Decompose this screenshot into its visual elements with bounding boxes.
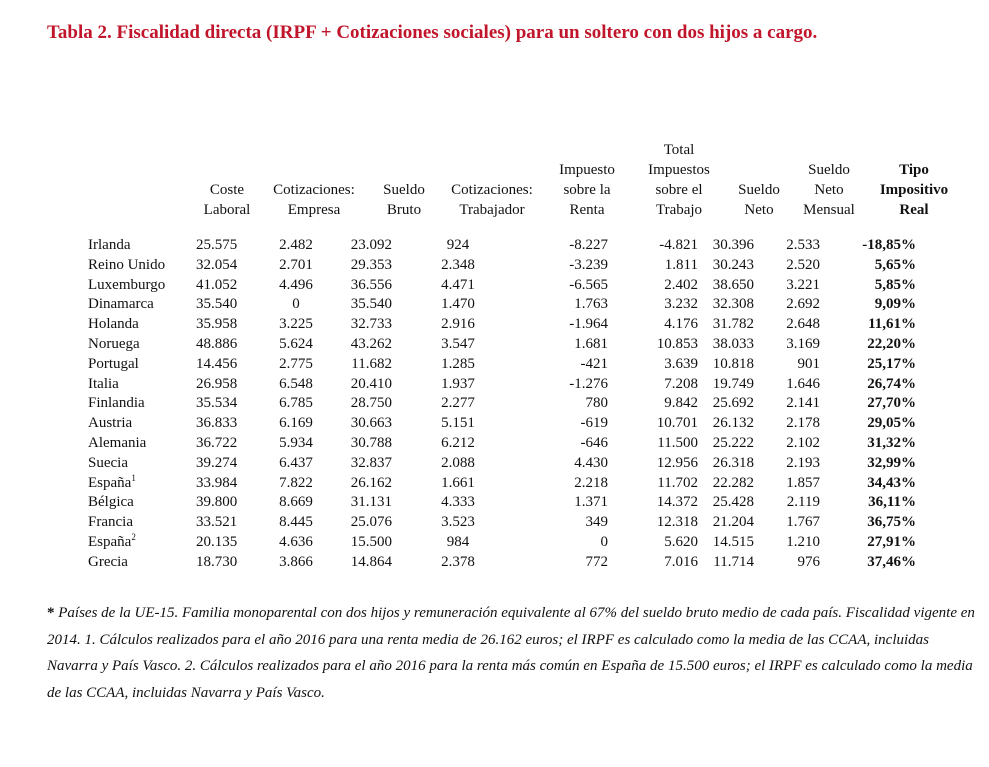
cell-cotizaciones-trabajador: 3.523 bbox=[441, 514, 475, 531]
table-body bbox=[88, 236, 916, 573]
cell-cotizaciones-trabajador: 2.916 bbox=[441, 316, 475, 333]
country-name: Dinamarca bbox=[88, 296, 154, 313]
country-name: Finlandia bbox=[88, 395, 145, 412]
cell-cotizaciones-trabajador: 5.151 bbox=[441, 415, 475, 432]
cell-country bbox=[88, 553, 196, 573]
cell-cotizaciones-trabajador: 2.277 bbox=[441, 395, 475, 412]
cell-tipo-impositivo: 36,75% bbox=[867, 514, 916, 531]
cell-sueldo-neto-mensual: 2.692 bbox=[786, 296, 820, 313]
cell-sueldo-bruto: 20.410 bbox=[350, 375, 392, 392]
cell-country bbox=[88, 434, 196, 454]
cell-impuesto-renta: 780 bbox=[585, 395, 608, 412]
table-row bbox=[88, 493, 916, 513]
table-row bbox=[88, 454, 916, 474]
cell-sueldo-bruto: 30.788 bbox=[350, 434, 392, 451]
cell-cotizaciones-trabajador: 2.348 bbox=[441, 256, 475, 273]
cell-coste-laboral: 32.054 bbox=[196, 256, 238, 273]
cell-total-impuestos: 1.811 bbox=[664, 256, 698, 273]
cell-cotizaciones-empresa: 6.437 bbox=[279, 454, 313, 471]
cell-coste-laboral: 26.958 bbox=[196, 375, 238, 392]
cell-tipo-impositivo: 22,20% bbox=[867, 335, 916, 352]
cell-cotizaciones-trabajador: 1.661 bbox=[441, 474, 475, 491]
cell-total-impuestos: 9.842 bbox=[664, 395, 698, 412]
cell-tipo-impositivo: 5,85% bbox=[874, 276, 916, 293]
country-name: Holanda bbox=[88, 316, 139, 333]
header-coste-laboral: Coste Laboral bbox=[203, 182, 251, 218]
cell-country bbox=[88, 513, 196, 533]
cell-impuesto-renta: 1.681 bbox=[574, 335, 608, 352]
cell-sueldo-neto: 21.204 bbox=[712, 514, 754, 531]
cell-sueldo-neto: 30.243 bbox=[712, 256, 754, 273]
cell-coste-laboral: 48.886 bbox=[196, 335, 238, 352]
cell-country bbox=[88, 533, 196, 553]
cell-coste-laboral: 25.575 bbox=[196, 237, 238, 253]
cell-coste-laboral: 20.135 bbox=[196, 533, 238, 550]
cell-country bbox=[88, 355, 196, 375]
cell-sueldo-bruto: 25.076 bbox=[350, 514, 392, 531]
cell-sueldo-bruto: 30.663 bbox=[350, 415, 392, 432]
cell-cotizaciones-trabajador: 1.285 bbox=[441, 355, 475, 372]
cell-tipo-impositivo: 36,11% bbox=[868, 494, 916, 511]
cell-coste-laboral: 39.274 bbox=[196, 454, 238, 471]
header-sueldo-neto: Sueldo Neto bbox=[738, 182, 780, 218]
cell-cotizaciones-trabajador: 3.547 bbox=[441, 335, 475, 352]
table-title: Tabla 2. Fiscalidad directa (IRPF + Cotizaciones sociales) para un soltero con dos hijos a cargo. bbox=[47, 22, 818, 43]
cell-tipo-impositivo: 32,99% bbox=[867, 454, 916, 471]
cell-sueldo-neto: 38.033 bbox=[712, 335, 754, 352]
footnote bbox=[47, 600, 977, 706]
cell-tipo-impositivo: 27,91% bbox=[867, 533, 916, 550]
cell-sueldo-bruto: 32.837 bbox=[350, 454, 392, 471]
country-name: Portugal bbox=[88, 355, 139, 372]
cell-impuesto-renta: 349 bbox=[585, 514, 608, 531]
cell-impuesto-renta: 1.371 bbox=[574, 494, 608, 511]
cell-cotizaciones-empresa: 4.496 bbox=[279, 276, 313, 293]
cell-cotizaciones-empresa: 6.169 bbox=[279, 415, 313, 432]
cell-sueldo-neto: 19.749 bbox=[712, 375, 754, 392]
footnote-star: * bbox=[47, 605, 55, 621]
cell-sueldo-neto-mensual: 3.169 bbox=[786, 335, 820, 352]
cell-total-impuestos: 10.701 bbox=[656, 415, 698, 432]
cell-coste-laboral: 33.521 bbox=[196, 514, 238, 531]
cell-sueldo-bruto: 36.556 bbox=[350, 276, 392, 293]
cell-coste-laboral: 35.540 bbox=[196, 296, 238, 313]
header-sueldo-bruto: Sueldo Bruto bbox=[383, 182, 425, 218]
cell-sueldo-bruto: 35.540 bbox=[350, 296, 392, 313]
cell-impuesto-renta: -1.964 bbox=[569, 316, 608, 333]
table-row bbox=[88, 375, 916, 395]
cell-sueldo-bruto: 28.750 bbox=[350, 395, 392, 412]
cell-sueldo-bruto: 26.162 bbox=[350, 474, 392, 491]
cell-impuesto-renta: 1.763 bbox=[574, 296, 608, 313]
cell-sueldo-neto-mensual: 1.646 bbox=[786, 375, 820, 392]
cell-country bbox=[88, 256, 196, 276]
cell-cotizaciones-empresa: 4.636 bbox=[279, 533, 313, 550]
cell-total-impuestos: 3.232 bbox=[664, 296, 698, 313]
cell-sueldo-neto: 30.396 bbox=[712, 237, 754, 253]
cell-country bbox=[88, 414, 196, 434]
country-name: Suecia bbox=[88, 454, 128, 471]
cell-country bbox=[88, 394, 196, 414]
country-name: Austria bbox=[88, 415, 133, 432]
cell-tipo-impositivo: -18,85% bbox=[862, 237, 916, 253]
table-row bbox=[88, 513, 916, 533]
cell-sueldo-neto-mensual: 3.221 bbox=[786, 276, 820, 293]
cell-impuesto-renta: 4.430 bbox=[574, 454, 608, 471]
cell-impuesto-renta: 772 bbox=[585, 553, 608, 570]
cell-sueldo-neto: 22.282 bbox=[712, 474, 754, 491]
country-footnote-marker: 1 bbox=[131, 472, 136, 483]
cell-sueldo-neto-mensual: 976 bbox=[797, 553, 820, 570]
cell-impuesto-renta: -3.239 bbox=[569, 256, 608, 273]
footnote-text: Países de la UE-15. Familia monoparental con dos hijos y remuneración equivalente al 67% del sueldo bruto medio de cada país. Fiscalidad vigente en 2014. 1. Cálculos realizados para el año 2016 para una renta media de 26.162 euros; el IRPF es calculado como la media de las CCAA, incluidas Navarra y País Vasco. 2. Cálculos realizados para el año 2016 para la renta más común en España de 15.500 euros; el IRPF es calculado como la media de las CCAA, incluidas Navarra y País Vasco. bbox=[47, 605, 975, 701]
cell-coste-laboral: 35.534 bbox=[196, 395, 238, 412]
cell-sueldo-bruto: 29.353 bbox=[350, 256, 392, 273]
country-name: España bbox=[88, 474, 132, 491]
cell-sueldo-bruto: 11.682 bbox=[351, 355, 392, 372]
cell-total-impuestos: 5.620 bbox=[664, 533, 698, 550]
cell-sueldo-neto: 26.132 bbox=[712, 415, 754, 432]
cell-cotizaciones-empresa: 5.624 bbox=[279, 335, 313, 352]
cell-impuesto-renta: -1.276 bbox=[569, 375, 608, 392]
country-name: Bélgica bbox=[88, 494, 134, 511]
table-row bbox=[88, 414, 916, 434]
cell-country bbox=[88, 335, 196, 355]
cell-cotizaciones-trabajador: 4.333 bbox=[441, 494, 475, 511]
cell-impuesto-renta: -8.227 bbox=[569, 237, 608, 253]
cell-cotizaciones-empresa: 2.775 bbox=[279, 355, 313, 372]
cell-country bbox=[88, 315, 196, 335]
cell-impuesto-renta: 2.218 bbox=[574, 474, 608, 491]
cell-total-impuestos: 11.702 bbox=[657, 474, 698, 491]
cell-cotizaciones-trabajador: 2.378 bbox=[441, 553, 475, 570]
cell-cotizaciones-trabajador: 2.088 bbox=[441, 454, 475, 471]
table-row bbox=[88, 315, 916, 335]
country-name: Alemania bbox=[88, 434, 147, 451]
cell-tipo-impositivo: 34,43% bbox=[867, 474, 916, 491]
country-name: Italia bbox=[88, 375, 119, 392]
cell-tipo-impositivo: 29,05% bbox=[867, 415, 916, 432]
cell-cotizaciones-empresa: 3.225 bbox=[279, 316, 313, 333]
cell-impuesto-renta: -619 bbox=[580, 415, 608, 432]
header-total-impuestos: Total Impuestos sobre el Trabajo bbox=[648, 142, 710, 218]
header-tipo-impositivo-real: Tipo Impositivo Real bbox=[879, 162, 949, 218]
cell-tipo-impositivo: 25,17% bbox=[867, 355, 916, 372]
cell-sueldo-neto: 10.818 bbox=[712, 355, 754, 372]
cell-tipo-impositivo: 37,46% bbox=[867, 553, 916, 570]
table-header bbox=[0, 138, 989, 220]
cell-cotizaciones-trabajador: 984 bbox=[446, 533, 470, 550]
country-footnote-marker: 2 bbox=[131, 531, 136, 542]
table-row bbox=[88, 533, 916, 553]
cell-cotizaciones-empresa: 7.822 bbox=[279, 474, 313, 491]
cell-sueldo-bruto: 32.733 bbox=[350, 316, 392, 333]
table-row bbox=[88, 256, 916, 276]
cell-sueldo-bruto: 14.864 bbox=[350, 553, 392, 570]
cell-sueldo-neto-mensual: 2.648 bbox=[786, 316, 820, 333]
cell-cotizaciones-empresa: 8.669 bbox=[279, 494, 313, 511]
table-row bbox=[88, 474, 916, 494]
header-impuesto-renta: Impuesto sobre la Renta bbox=[559, 162, 615, 218]
cell-coste-laboral: 14.456 bbox=[196, 355, 238, 372]
cell-sueldo-neto: 26.318 bbox=[712, 454, 754, 471]
cell-tipo-impositivo: 31,32% bbox=[867, 434, 916, 451]
cell-sueldo-neto-mensual: 1.210 bbox=[786, 533, 820, 550]
cell-sueldo-neto-mensual: 2.119 bbox=[786, 494, 820, 511]
cell-tipo-impositivo: 5,65% bbox=[874, 256, 916, 273]
cell-tipo-impositivo: 9,09% bbox=[874, 296, 916, 313]
cell-total-impuestos: 2.402 bbox=[664, 276, 698, 293]
cell-sueldo-bruto: 15.500 bbox=[350, 533, 392, 550]
cell-tipo-impositivo: 27,70% bbox=[867, 395, 916, 412]
cell-sueldo-neto: 11.714 bbox=[713, 553, 754, 570]
cell-cotizaciones-trabajador: 1.470 bbox=[441, 296, 475, 313]
cell-cotizaciones-empresa: 2.482 bbox=[279, 237, 313, 253]
cell-cotizaciones-trabajador: 4.471 bbox=[441, 276, 475, 293]
table-row bbox=[88, 276, 916, 296]
country-name: Francia bbox=[88, 514, 133, 531]
cell-sueldo-neto-mensual: 2.178 bbox=[786, 415, 820, 432]
country-name: Reino Unido bbox=[88, 256, 166, 273]
header-cotizaciones-trabajador: Cotizaciones: Trabajador bbox=[451, 182, 533, 218]
table-row bbox=[88, 434, 916, 454]
table-row bbox=[88, 394, 916, 414]
header-sueldo-neto-mensual: Sueldo Neto Mensual bbox=[803, 162, 855, 218]
cell-impuesto-renta: -421 bbox=[580, 355, 608, 372]
cell-country bbox=[88, 454, 196, 474]
cell-sueldo-neto: 25.428 bbox=[712, 494, 754, 511]
cell-country bbox=[88, 276, 196, 296]
cell-cotizaciones-empresa: 5.934 bbox=[279, 434, 313, 451]
cell-coste-laboral: 41.052 bbox=[196, 276, 238, 293]
cell-sueldo-neto: 14.515 bbox=[712, 533, 754, 550]
cell-cotizaciones-empresa: 0 bbox=[292, 296, 300, 313]
header-cotizaciones-empresa: Cotizaciones: Empresa bbox=[273, 182, 355, 218]
cell-sueldo-neto: 31.782 bbox=[712, 316, 754, 333]
cell-sueldo-neto-mensual: 1.767 bbox=[786, 514, 820, 531]
cell-total-impuestos: 12.956 bbox=[656, 454, 698, 471]
table-row bbox=[88, 295, 916, 315]
cell-coste-laboral: 39.800 bbox=[196, 494, 238, 511]
cell-country bbox=[88, 375, 196, 395]
cell-cotizaciones-empresa: 2.701 bbox=[279, 256, 313, 273]
cell-sueldo-neto-mensual: 1.857 bbox=[786, 474, 820, 491]
table-row bbox=[88, 355, 916, 375]
cell-total-impuestos: -4.821 bbox=[659, 237, 698, 253]
cell-cotizaciones-empresa: 3.866 bbox=[279, 553, 313, 570]
cell-sueldo-neto-mensual: 2.533 bbox=[786, 237, 820, 253]
cell-total-impuestos: 10.853 bbox=[656, 335, 698, 352]
cell-coste-laboral: 33.984 bbox=[196, 474, 238, 491]
cell-sueldo-neto: 38.650 bbox=[712, 276, 754, 293]
cell-sueldo-neto: 25.692 bbox=[712, 395, 754, 412]
fiscal-table bbox=[88, 236, 916, 573]
cell-sueldo-neto: 32.308 bbox=[712, 296, 754, 313]
cell-coste-laboral: 18.730 bbox=[196, 553, 238, 570]
cell-sueldo-bruto: 23.092 bbox=[350, 237, 392, 253]
cell-sueldo-neto: 25.222 bbox=[712, 434, 754, 451]
country-name: España bbox=[88, 533, 132, 550]
cell-total-impuestos: 12.318 bbox=[656, 514, 698, 531]
country-name: Irlanda bbox=[88, 237, 131, 253]
cell-cotizaciones-trabajador: 1.937 bbox=[441, 375, 475, 392]
cell-sueldo-bruto: 31.131 bbox=[350, 494, 392, 511]
cell-impuesto-renta: -646 bbox=[580, 434, 608, 451]
cell-cotizaciones-trabajador: 6.212 bbox=[441, 434, 475, 451]
cell-impuesto-renta: -6.565 bbox=[569, 276, 608, 293]
cell-sueldo-neto-mensual: 2.141 bbox=[786, 395, 820, 412]
cell-total-impuestos: 14.372 bbox=[656, 494, 698, 511]
cell-country bbox=[88, 236, 196, 256]
cell-cotizaciones-empresa: 6.548 bbox=[279, 375, 313, 392]
cell-total-impuestos: 7.016 bbox=[664, 553, 698, 570]
cell-coste-laboral: 36.722 bbox=[196, 434, 238, 451]
cell-impuesto-renta: 0 bbox=[600, 533, 608, 550]
cell-tipo-impositivo: 26,74% bbox=[867, 375, 916, 392]
cell-country bbox=[88, 295, 196, 315]
country-name: Luxemburgo bbox=[88, 276, 166, 293]
country-name: Noruega bbox=[88, 335, 140, 352]
cell-sueldo-neto-mensual: 2.520 bbox=[786, 256, 820, 273]
cell-tipo-impositivo: 11,61% bbox=[868, 316, 916, 333]
cell-country bbox=[88, 474, 196, 494]
cell-sueldo-neto-mensual: 2.193 bbox=[786, 454, 820, 471]
cell-cotizaciones-trabajador: 924 bbox=[446, 237, 470, 253]
cell-total-impuestos: 11.500 bbox=[657, 434, 698, 451]
cell-sueldo-neto-mensual: 2.102 bbox=[786, 434, 820, 451]
table-row bbox=[88, 553, 916, 573]
cell-country bbox=[88, 493, 196, 513]
cell-sueldo-bruto: 43.262 bbox=[350, 335, 392, 352]
cell-total-impuestos: 4.176 bbox=[664, 316, 698, 333]
table-row bbox=[88, 236, 916, 256]
table-row bbox=[88, 335, 916, 355]
cell-coste-laboral: 35.958 bbox=[196, 316, 238, 333]
cell-cotizaciones-empresa: 8.445 bbox=[279, 514, 313, 531]
cell-total-impuestos: 3.639 bbox=[664, 355, 698, 372]
cell-sueldo-neto-mensual: 901 bbox=[797, 355, 820, 372]
cell-cotizaciones-empresa: 6.785 bbox=[279, 395, 313, 412]
country-name: Grecia bbox=[88, 553, 128, 570]
cell-coste-laboral: 36.833 bbox=[196, 415, 238, 432]
cell-total-impuestos: 7.208 bbox=[664, 375, 698, 392]
